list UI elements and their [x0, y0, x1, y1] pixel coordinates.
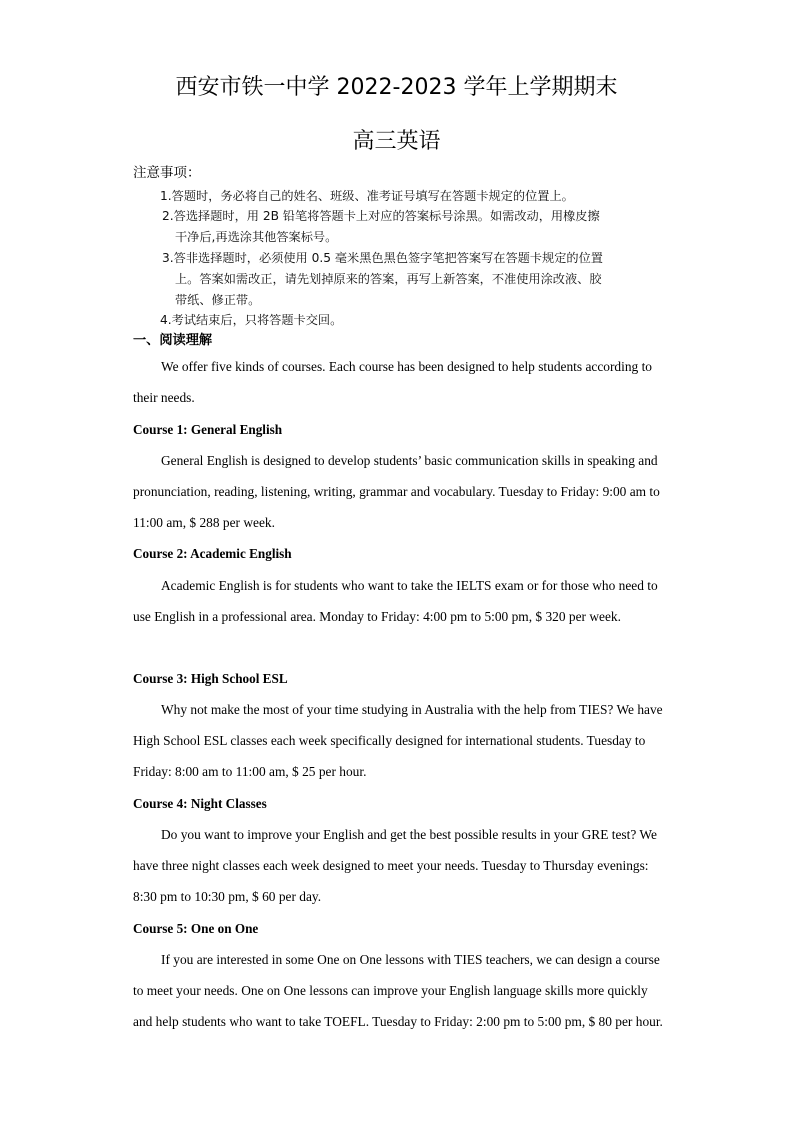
- notice-item-4: [160, 310, 342, 331]
- course-2-heading: Course 2: Academic English: [133, 546, 292, 561]
- notice-item-4-text: 4.考试结束后，只将答题卡交回。: [160, 313, 343, 327]
- notice-item-2: [162, 206, 665, 248]
- course-3-text: Why not make the most of your time studying in Australia with the help from TIES? We have High School ESL classes each week specifically designed for international students. Tuesday to Friday: 8:00 am to 11:00 am, $ 25 per hour.: [133, 702, 663, 780]
- notice-item-3-line-1: 3.答非选择题时，必须使用 0.5 毫米黑色黑色签字笔把答案写在答题卡规定的位置: [162, 251, 603, 265]
- document-subtitle: 高三英语: [352, 129, 441, 154]
- notice-item-1: [160, 186, 574, 207]
- notice-item-3-line-3: 带纸、修正带。: [175, 293, 261, 307]
- course-4-heading: Course 4: Night Classes: [133, 796, 267, 811]
- intro-paragraph: We offer five kinds of courses. Each course has been designed to help students according to their needs.: [133, 359, 652, 406]
- course-1-text: General English is designed to develop students’ basic communication skills in speaking and pronunciation, reading, listening, writing, grammar and vocabulary. Tuesday to Friday: 9:00 am to 11:00 am, $ 288 per week.: [133, 453, 660, 531]
- course-1-heading: Course 1: General English: [133, 422, 283, 437]
- notice-item-2-line-1: 2.答选择题时，用 2B 铅笔将答题卡上对应的答案标号涂黑。如需改动，用橡皮擦: [162, 209, 600, 223]
- notice-item-3-line-2: 上。答案如需改正，请先划掉原来的答案，再写上新答案，不准使用涂改液、胶: [175, 272, 602, 286]
- document-title: 西安市铁一中学 2022-2023 学年上学期期末: [175, 75, 618, 100]
- course-4-text: Do you want to improve your English and get the best possible results in your GRE test? We have three night classes each week designed to meet your needs. Tuesday to Thursday evenings: 8:30 pm to 10:30 pm, $ 60 per day.: [133, 827, 657, 905]
- notice-item-2-line-2: 干净后,再选涂其他答案标号。: [175, 230, 338, 244]
- notice-item-3: [162, 248, 665, 311]
- section-heading-reading: 一、阅读理解: [133, 333, 213, 348]
- notice-heading: 注意事项：: [133, 165, 201, 181]
- course-2-text: Academic English is for students who want to take the IELTS exam or for those who need to use English in a professional area. Monday to Friday: 4:00 pm to 5:00 pm, $ 320 per week.: [133, 578, 658, 625]
- notice-item-1-text: 1.答题时，务必将自己的姓名、班级、准考证号填写在答题卡规定的位置上。: [160, 189, 574, 203]
- course-5-heading: Course 5: One on One: [133, 921, 259, 936]
- course-3-heading: Course 3: High School ESL: [133, 671, 288, 686]
- course-5-text: If you are interested in some One on One lessons with TIES teachers, we can design a course to meet your needs. One on One lessons can improve your English language skills more quickly and help students who want to take TOEFL. Tuesday to Friday: 2:00 pm to 5:00 pm, $ 80 per hour.: [133, 952, 663, 1030]
